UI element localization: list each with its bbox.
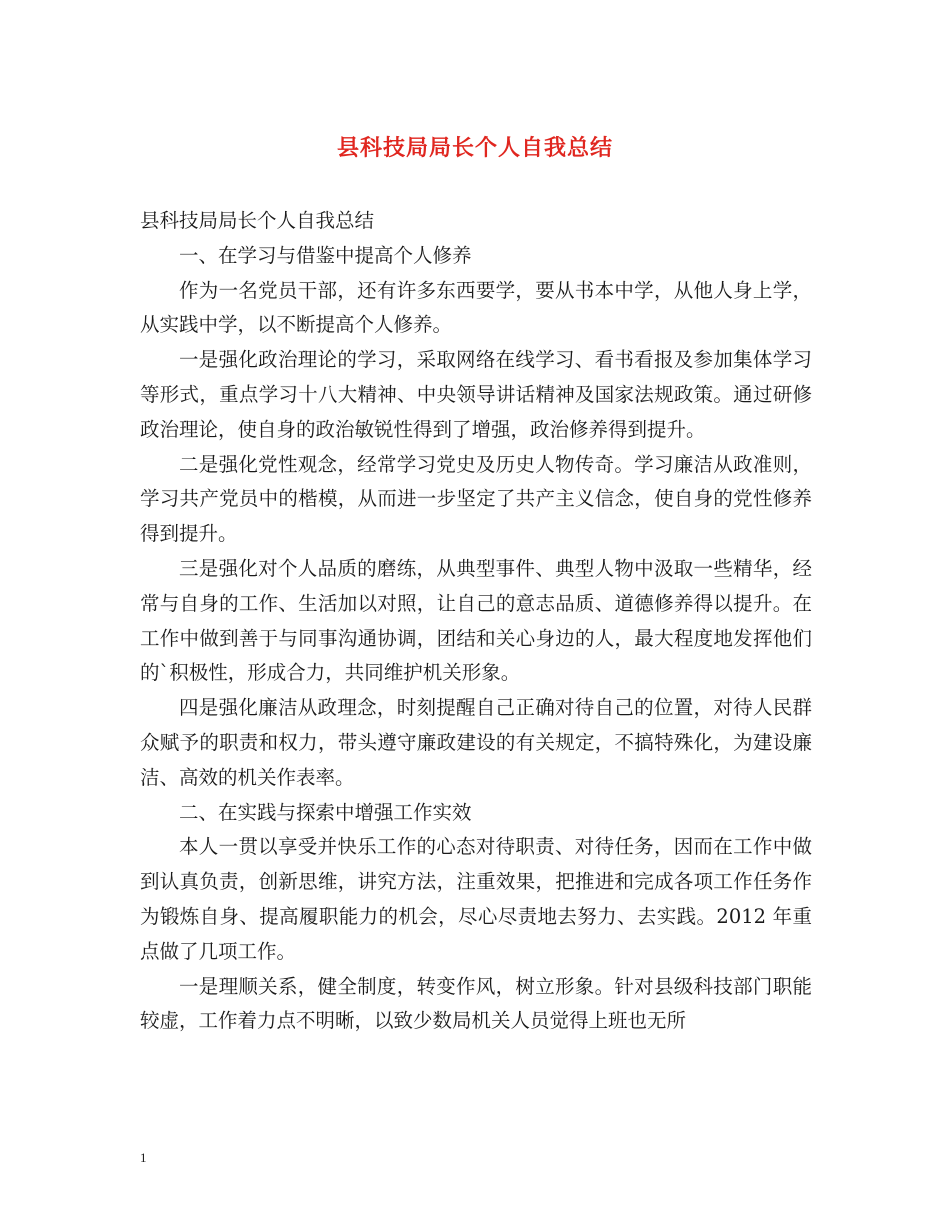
section-heading: 二、在实践与探索中增强工作实效 xyxy=(179,800,472,824)
document-title: 县科技局局长个人自我总结 xyxy=(336,135,613,161)
paragraph: 一是理顺关系，健全制度，转变作风，树立形象。针对县级科技部门职能较虚，工作着力点不明晰，以致少数局机关人员觉得上班也无所 xyxy=(140,974,812,1033)
paragraph: 本人一贯以享受并快乐工作的心态对待职责、对待任务，因而在工作中做到认真负责，创新思维，讲究方法，注重效果，把推进和完成各项工作任务作为锻炼自身、提高履职能力的机会，尽心尽责地去努力、去实践。2012 年重点做了几项工作。 xyxy=(140,835,812,963)
document-body xyxy=(140,204,812,1039)
paragraph: 三是强化对个人品质的磨练，从典型事件、典型人物中汲取一些精华，经常与自身的工作、生活加以对照，让自己的意志品质、道德修养得以提升。在工作中做到善于与同事沟通协调，团结和关心身边的人，最大程度地发挥他们的`积极性，形成合力，共同维护机关形象。 xyxy=(140,556,812,685)
page-number: 1 xyxy=(140,1150,147,1165)
paragraph: 一是强化政治理论的学习，采取网络在线学习、看书看报及参加集体学习等形式，重点学习十八大精神、中央领导讲话精神及国家法规政策。通过研修政治理论，使自身的政治敏锐性得到了增强，政治修养得到提升。 xyxy=(140,348,812,441)
section-heading: 一、在学习与借鉴中提高个人修养 xyxy=(179,243,472,267)
paragraph: 二是强化党性观念，经常学习党史及历史人物传奇。学习廉洁从政准则，学习共产党员中的楷模，从而进一步坚定了共产主义信念，使自身的党性修养得到提升。 xyxy=(140,452,812,546)
paragraph: 四是强化廉洁从政理念，时刻提醒自己正确对待自己的位置，对待人民群众赋予的职责和权力，带头遵守廉政建设的有关规定，不搞特殊化，为建设廉洁、高效的机关作表率。 xyxy=(140,696,812,789)
paragraph: 县科技局局长个人自我总结 xyxy=(140,209,375,232)
paragraph: 作为一名党员干部，还有许多东西要学，要从书本中学，从他人身上学，从实践中学，以不断提高个人修养。 xyxy=(140,278,812,337)
